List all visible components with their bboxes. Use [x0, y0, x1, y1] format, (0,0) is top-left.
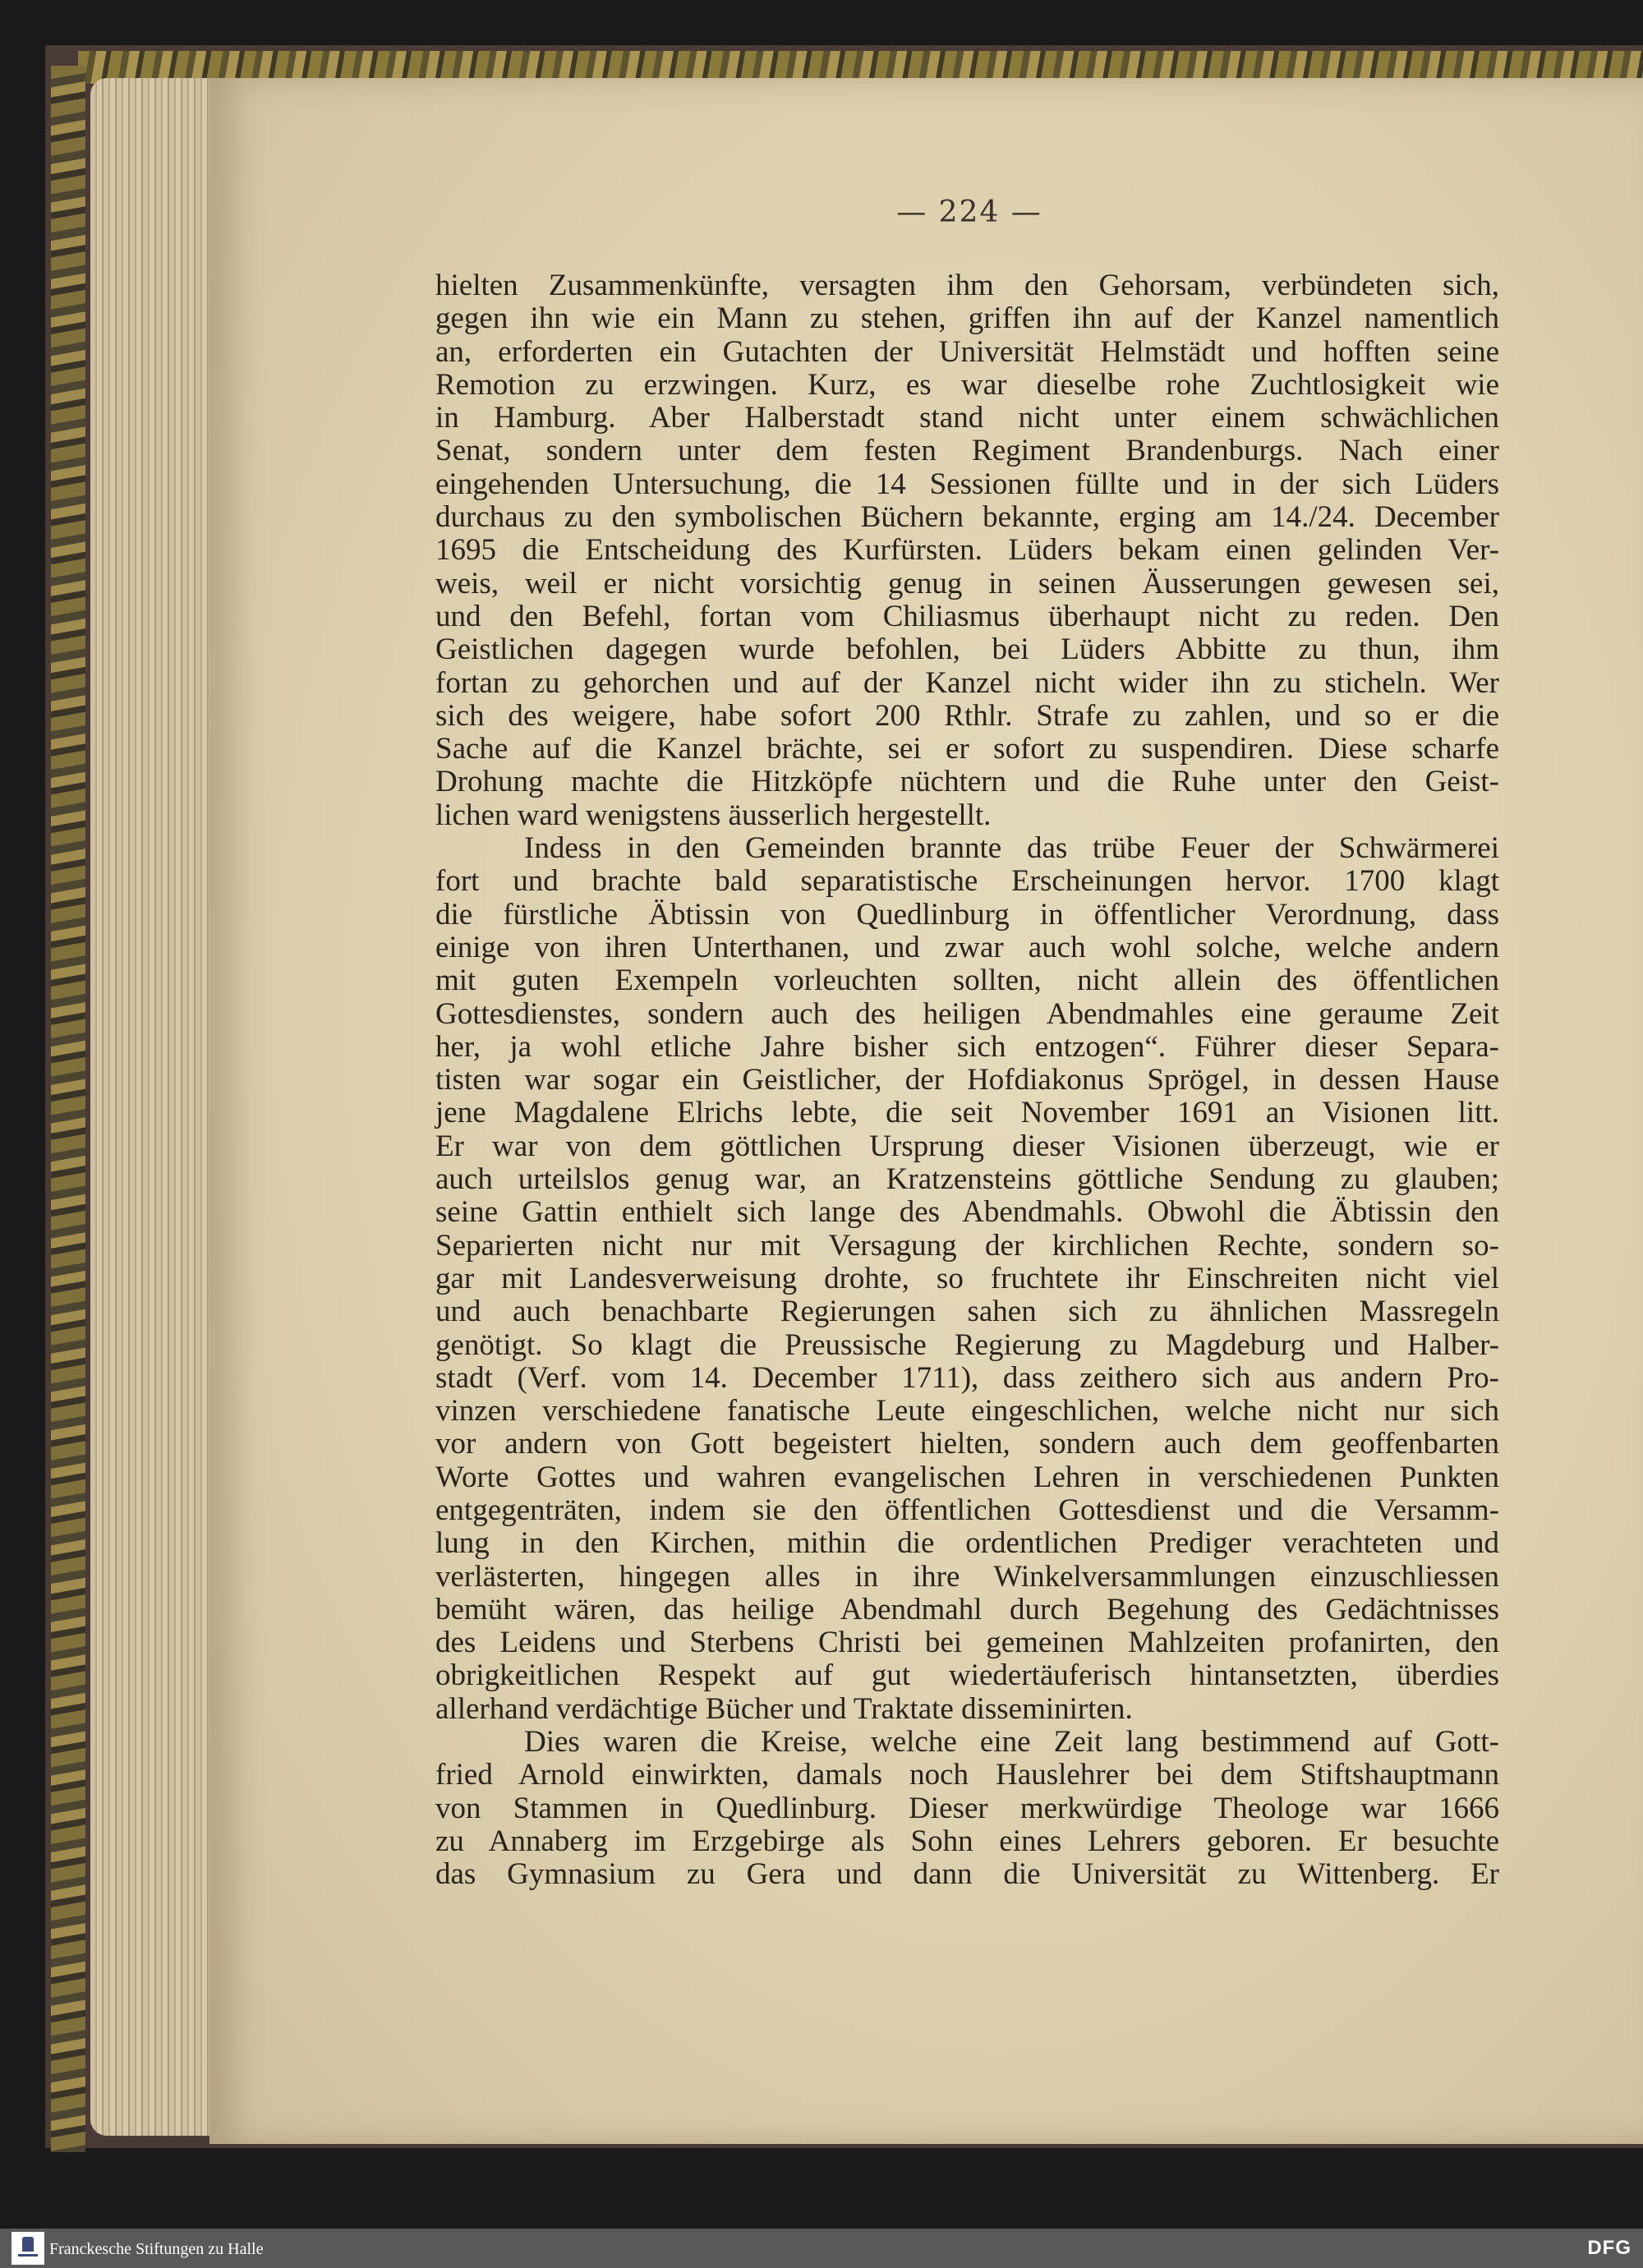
text-line: Remotion zu erzwingen. Kurz, es war dieselbe rohe Zuchtlosigkeit wie	[435, 367, 1499, 402]
text-line: hielten Zusammenkünfte, versagten ihm den Gehorsam, verbündeten sich,	[435, 269, 1499, 302]
text-line: die fürstliche Äbtissin von Quedlinburg in öffentlicher Verordnung, dass	[435, 897, 1499, 932]
text-line: lichen ward wenigstens äusserlich hergestellt.	[435, 798, 992, 832]
text-line: her, ja wohl etliche Jahre bisher sich entzogen“. Führer dieser Separa-	[435, 1029, 1499, 1064]
text-line: bemüht wären, das heilige Abendmahl durch Begehung des Gedächtnisses	[435, 1592, 1499, 1626]
text-line: genötigt. So klagt die Preussische Regierung zu Magdeburg und Halber-	[435, 1327, 1499, 1362]
logo-base	[18, 2254, 38, 2256]
text-line: Worte Gottes und wahren evangelischen Lehren in verschiedenen Punkten	[435, 1460, 1499, 1494]
text-line: fried Arnold einwirkten, damals noch Hauslehrer bei dem Stiftshauptmann	[435, 1758, 1499, 1792]
text-line: jene Magdalene Elrichs lebte, die seit November 1691 an Visionen litt.	[435, 1096, 1499, 1130]
text-line: weis, weil er nicht vorsichtig genug in seinen Äusserungen gewesen sei,	[435, 566, 1499, 600]
text-line: des Leidens und Sterbens Christi bei gemeinen Mahlzeiten profanirten, den	[435, 1626, 1499, 1660]
text-line: Senat, sondern unter dem festen Regiment Brandenburgs. Nach einer	[435, 434, 1499, 468]
text-line: vinzen verschiedene fanatische Leute eingeschlichen, welche nicht nur sich	[435, 1394, 1499, 1428]
text-line: und auch benachbarte Regierungen sahen sich zu ähnlichen Massregeln	[435, 1295, 1499, 1329]
footer-institution-label: Franckesche Stiftungen zu Halle	[49, 2240, 264, 2258]
text-line: verlästerten, hingegen alles in ihre Winkelversammlungen einzuschliessen	[435, 1559, 1499, 1594]
text-line: vor andern von Gott begeistert hielten, sondern auch dem geoffenbarten	[435, 1427, 1499, 1461]
text-line: tisten war sogar ein Geistlicher, der Hofdiakonus Sprögel, in dessen Hause	[435, 1063, 1499, 1097]
text-line: das Gymnasium zu Gera und dann die Universität zu Wittenberg. Er	[435, 1857, 1499, 1892]
text-line: gegen ihn wie ein Mann zu stehen, griffen ihn auf der Kanzel namentlich	[435, 301, 1499, 336]
text-line: sich des weigere, habe sofort 200 Rthlr. Strafe zu zahlen, und so er die	[435, 698, 1499, 733]
text-line: fort und brachte bald separatistische Erscheinungen hervor. 1700 klagt	[435, 864, 1499, 899]
footer-bar	[0, 2229, 1643, 2268]
text-line: entgegenträten, indem sie den öffentlichen Gottesdienst und die Versamm-	[435, 1493, 1499, 1527]
text-line: durchaus zu den symbolischen Büchern bekannte, erging am 14./24. December	[435, 500, 1499, 535]
text-line: Geistlichen dagegen wurde befohlen, bei Lüders Abbitte zu thun, ihm	[435, 633, 1499, 667]
text-line: stadt (Verf. vom 14. December 1711), dass zeithero sich aus andern Pro-	[435, 1360, 1499, 1395]
francke-foundations-logo-icon[interactable]	[12, 2232, 44, 2265]
text-line: gar mit Landesverweisung drohte, so fruchtete ihr Einschreiten nicht viel	[435, 1261, 1499, 1295]
text-line: Sache auf die Kanzel brächte, sei er sofort zu suspendiren. Diese scharfe	[435, 732, 1499, 766]
body-text	[435, 269, 1499, 1892]
text-line: zu Annaberg im Erzgebirge als Sohn eines Lehrers geboren. Er besuchte	[435, 1824, 1499, 1858]
text-line: lung in den Kirchen, mithin die ordentlichen Prediger verachteten und	[435, 1526, 1499, 1561]
dfg-logo[interactable]: DFG	[1587, 2237, 1631, 2259]
text-line: Er war von dem göttlichen Ursprung dieser Visionen überzeugt, wie er	[435, 1129, 1499, 1163]
text-line: an, erforderten ein Gutachten der Universität Helmstädt und hofften seine	[435, 334, 1499, 369]
text-line: 1695 die Entscheidung des Kurfürsten. Lüders bekam einen gelinden Ver-	[435, 533, 1499, 568]
text-line: in Hamburg. Aber Halberstadt stand nicht unter einem schwächlichen	[435, 401, 1499, 435]
text-line: und den Befehl, fortan vom Chiliasmus überhaupt nicht zu reden. Den	[435, 599, 1499, 633]
text-line: obrigkeitlichen Respekt auf gut wiedertäuferisch hintansetzten, überdies	[435, 1658, 1499, 1693]
marbled-edge-left	[51, 66, 85, 2152]
text-line: einige von ihren Unterthanen, und zwar auch wohl solche, welche andern	[435, 930, 1499, 964]
text-line: allerhand verdächtige Bücher und Traktate disseminirten.	[435, 1691, 1133, 1726]
text-line: Dies waren die Kreise, welche eine Zeit lang bestimmend auf Gott-	[524, 1725, 1499, 1760]
text-line: eingehenden Untersuchung, die 14 Sessionen füllte und in der sich Lüders	[435, 467, 1499, 501]
page-number: — 224 —	[896, 196, 1042, 229]
text-line: auch urteilslos genug war, an Kratzensteins göttliche Sendung zu glauben;	[435, 1162, 1499, 1197]
text-line: seine Gattin enthielt sich lange des Abendmahls. Obwohl die Äbtissin den	[435, 1195, 1499, 1230]
text-line: Gottesdienstes, sondern auch des heiligen Abendmahles eine geraume Zeit	[435, 996, 1499, 1031]
text-line: mit guten Exempeln vorleuchten sollten, nicht allein des öffentlichen	[435, 964, 1499, 998]
text-line: Separierten nicht nur mit Versagung der kirchlichen Rechte, sondern so-	[435, 1228, 1499, 1263]
text-line: Indess in den Gemeinden brannte das trübe Feuer der Schwärmerei	[524, 831, 1499, 866]
logo-mark	[22, 2237, 34, 2252]
text-line: fortan zu gehorchen und auf der Kanzel nicht wider ihn zu sticheln. Wer	[435, 665, 1499, 700]
text-line: Drohung machte die Hitzköpfe nüchtern und die Ruhe unter den Geist-	[435, 765, 1499, 799]
text-line: von Stammen in Quedlinburg. Dieser merkwürdige Theologe war 1666	[435, 1791, 1499, 1825]
